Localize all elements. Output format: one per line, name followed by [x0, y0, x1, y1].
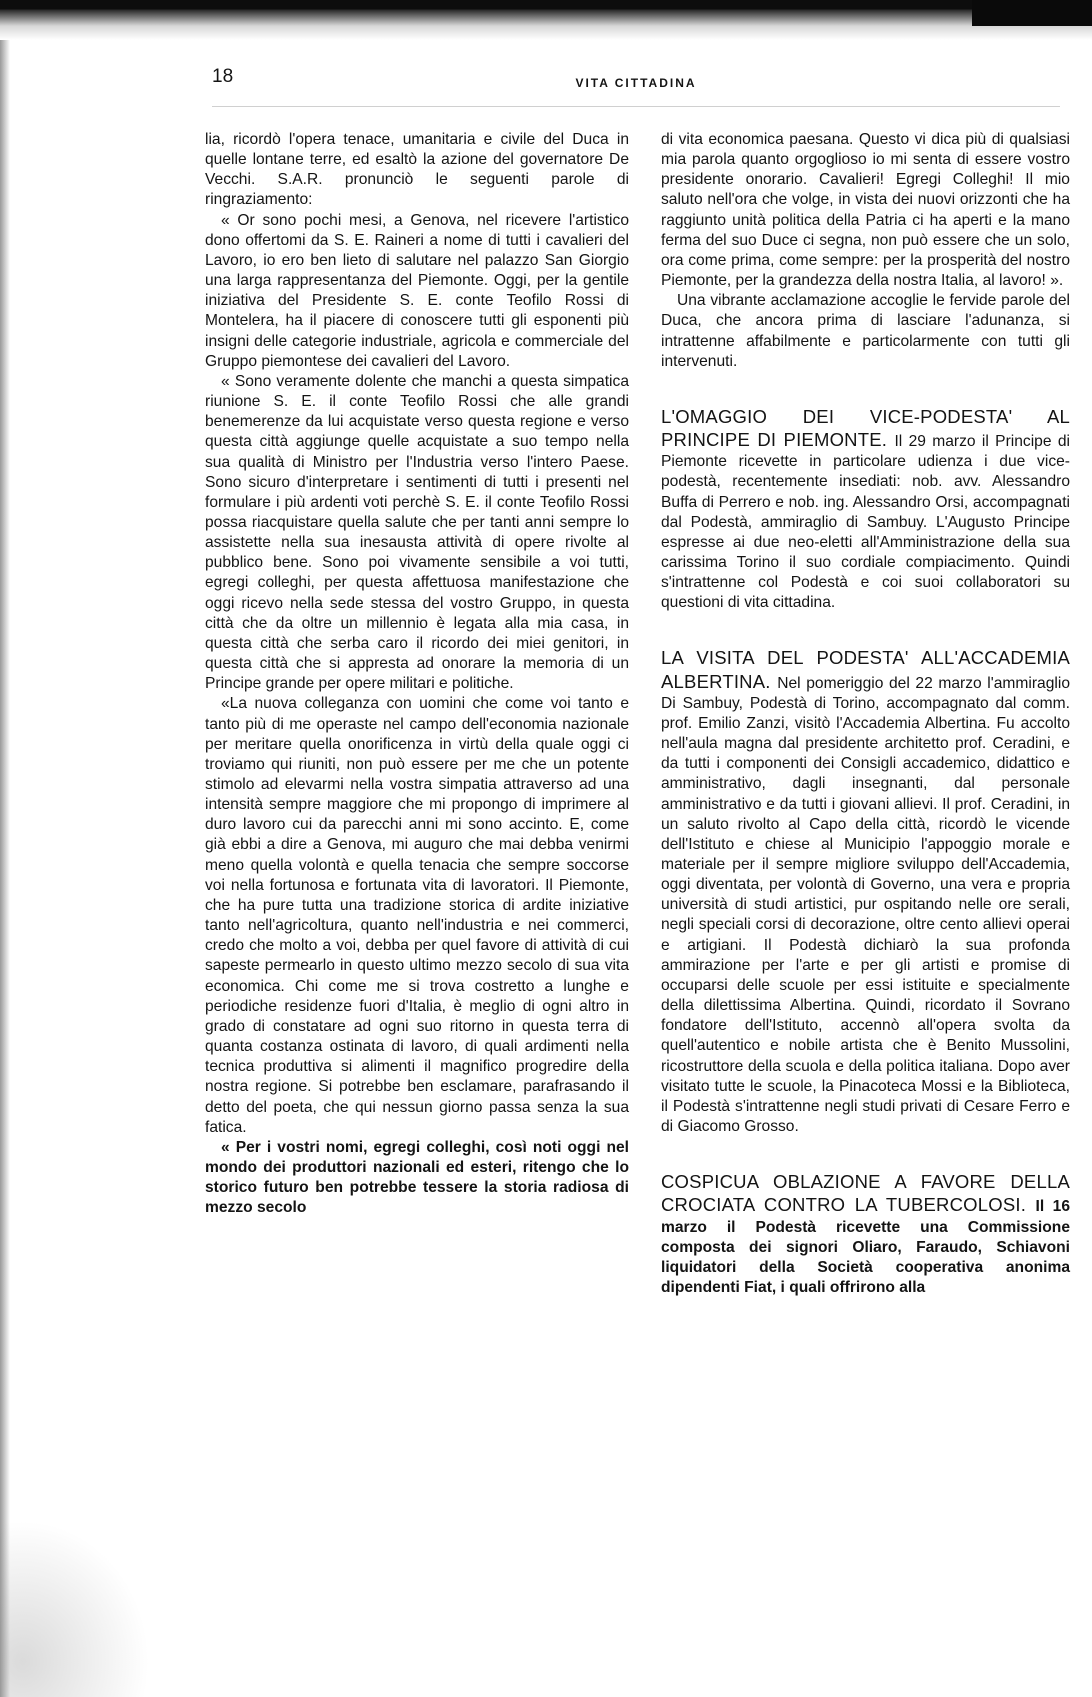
article-paragraph: « Per i vostri nomi, egregi colleghi, così noti oggi nel mondo dei produttori nazionali ed esteri, ritengo che lo storico futuro ben potrebbe tessere la storia radiosa di mezzo secolo: [205, 1138, 629, 1217]
scan-smudge: [0, 1520, 150, 1697]
news-item-body: Il 29 marzo il Principe di Piemonte ricevette in particolare udienza i due vice-podestà, recentemente insediati: nob. avv. Alessandro Buffa di Perrero e nob. ing. Alessandro Orsi, accompagnati dal Podestà, ammiraglio di Sambuy. L'Augusto Principe espresse ai due neo-eletti all'Amministrazione della sua carissima Torino il suo cordiale compiacimento. Quindi s'intrattenne col Podestà e coi suoi collaboratori su questioni di vita cittadina.: [661, 433, 1070, 612]
news-item-title: COSPICUA OBLAZIONE A FAVORE DELLA CROCIATA CONTRO LA TUBERCOLOSI.: [661, 1171, 1070, 1216]
article-paragraph: « Sono veramente dolente che manchi a questa simpatica riunione S. E. il conte Teofilo Rossi che alle grandi benemerenze da lui acquistate verso questa regione e verso questa città aggiunge quelle acquistate a suo tempo nella sua qualità di Ministro per l'Industria verso l'intero Paese. Sono sicuro d'interpretare i sentimenti di tutti i presenti nel formulare i più ardenti voti perchè S. E. il conte Teofilo Rossi possa riacquistare quella salute che per tanti anni sempre lo assistette nella sua inesausta attività di opere rivolte al pubblico bene. Sono poi vivamente sensibile a voi tutti, egregi colleghi, per questa affettuosa manifestazione che oggi ricevo nella sede stessa del vostro Gruppo, in questa città che da oltre un millennio è legata alla mia casa, in questa città che serba caro il ricordo dei miei genitori, in questa città che si appresta ad onorare la memoria di un Principe grande per opere militari e politiche.: [205, 372, 629, 693]
news-item-title: LA VISITA DEL PODESTA' ALL'ACCADEMIA ALBERTINA.: [661, 647, 1070, 692]
scan-edge-top: [0, 0, 1092, 40]
running-head: VITA CITTADINA: [575, 76, 697, 90]
news-item-visita: [661, 647, 1070, 1137]
scan-edge-left: [0, 40, 10, 1697]
article-paragraph: di vita economica paesana. Questo vi dica più di qualsiasi mia parola quanto orgoglioso io mi senta di essere vostro presidente onorario. Cavalieri! Egregi Colleghi! Il mio saluto nell'ora che volge, in vista dei nuovi orizzonti che ha raggiunto unità politica della Patria ci ha aperti e la mano ferma del suo Duce ci segna, non può essere che un solo, ora come prima, come sempre: per la prosperità del nostro Piemonte, per la grandezza della nostra Italia, al lavoro! ».: [661, 131, 1070, 290]
article-paragraph: « Or sono pochi mesi, a Genova, nel ricevere l'artistico dono offertomi da S. E. Raineri a nome di tutti i cavalieri del Lavoro, io ero ben lieto di salutare nel palazzo San Giorgio una larga rappresentanza del Piemonte. Oggi, per la gentile iniziativa del Presidente S. E. conte Teofilo Rossi di Montelera, ha il piacere di conoscere tutti gli esponenti più insigni delle categorie industriale, agricola e commerciale del Gruppo piemontese dei cavalieri del Lavoro.: [205, 211, 629, 370]
right-column: [661, 130, 1070, 1670]
news-item-title: L'OMAGGIO DEI VICE-PODESTA' AL PRINCIPE DI PIEMONTE.: [661, 405, 1070, 451]
news-item-omaggio: [661, 406, 1070, 614]
article-paragraph: «La nuova colleganza con uomini che come voi tanto e tanto più di me operaste nel campo dell'economia nazionale per meritare quella onorificenza in virtù della quale oggi ci troviamo qui riuniti, non può essere per me che un potente stimolo ad elevarmi nella vostra simpatia attraverso ad una intensità sempre maggiore che mi propongo di imprimere al duro lavoro cui da parecchi anni mi sono accinto. E, come già ebbi a dire a Genova, mi auguro che mai debba venirmi meno quella volontà e quella tenacia che sempre soccorse voi nella fortunosa e fortunata vita di lavoratori. Il Piemonte, che ha pure tutta una tradizione storica di ardite iniziative tanto nell'agricoltura, quanto nell'industria e nei commerci, credo che molto a voi, debba per quel favore di attività di cui sapeste permearlo in questo ultimo mezzo secolo di sua vita economica. Chi come me si trova costretto a lunghe e periodiche residenze fuori d'Italia, è meglio di ogni altro in grado di constatare ad ogni suo ritorno in questa terra di quanta costanza ostinata di lavoro, di quali ardimenti nella tecnica produttiva si alimenti il magnifico progredire della nostra regione. Si potrebbe ben esclamare, parafrasando il detto del poeta, che qui nessun giorno passa senza la sua fatica.: [205, 695, 629, 1136]
news-item-oblazione: [661, 1171, 1070, 1298]
page-number: 18: [212, 66, 234, 87]
left-column: [205, 130, 629, 1670]
page-header: [212, 66, 1060, 107]
news-item-body: Il 16 marzo il Podestà ricevette una Commissione composta dei signori Oliaro, Faraudo, Schiavoni liquidatori della Società cooperativa anonima dipendenti Fiat, i quali offrirono alla: [661, 1198, 1070, 1296]
article-paragraph: Una vibrante acclamazione accoglie le fervide parole del Duca, che ancora prima di lasciare l'adunanza, si intrattenne affabilmente e particolarmente con tutti gli intervenuti.: [661, 292, 1070, 370]
news-item-body: Nel pomeriggio del 22 marzo l'ammiraglio Di Sambuy, Podestà di Torino, accompagnato dal comm. prof. Emilio Zanzi, visitò l'Accademia Albertina. Fu accolto nell'aula magna dal presidente architetto prof. Ceradini, e da tutti i componenti dei Consigli accademico, didattico e amministrativo, dagli insegnanti, dal personale amministrativo e da tutti i giovani allievi. Il prof. Ceradini, in un saluto rivolto al Capo della città, ricordò le vicende dell'Istituto e chiese al Municipio l'appoggio morale e materiale per il sempre migliore sviluppo dell'Accademia, oggi diventata, per volontà di Governo, una vera e propria università di studi artistici, pur ospitando nelle ore serali, negli speciali corsi di decorazione, oltre cento allievi operai e artigiani. Il Podestà dichiarò la sua profonda ammirazione per l'arte e per gli artisti e promise di occuparsi delle scuole per essi istituite e specialmente della dilettissima Albertina. Quindi, ricordato il Sovrano fondatore dell'Istituto, accennò all'opera svolta da quell'autentico e nobile artista che è Benito Mussolini, ricostruttore della scuola e della politica italiana. Dopo aver visitato tutte le scuole, la Pinacoteca Mossi e la Biblioteca, il Podestà s'intrattenne negli studi privati di Cesare Ferro e di Giacomo Grosso.: [661, 674, 1070, 1136]
article-paragraph: lia, ricordò l'opera tenace, umanitaria e civile del Duca in quelle lontane terre, ed esaltò la azione del governatore De Vecchi. S.A.R. pronunciò le seguenti parole di ringraziamento:: [205, 131, 629, 209]
